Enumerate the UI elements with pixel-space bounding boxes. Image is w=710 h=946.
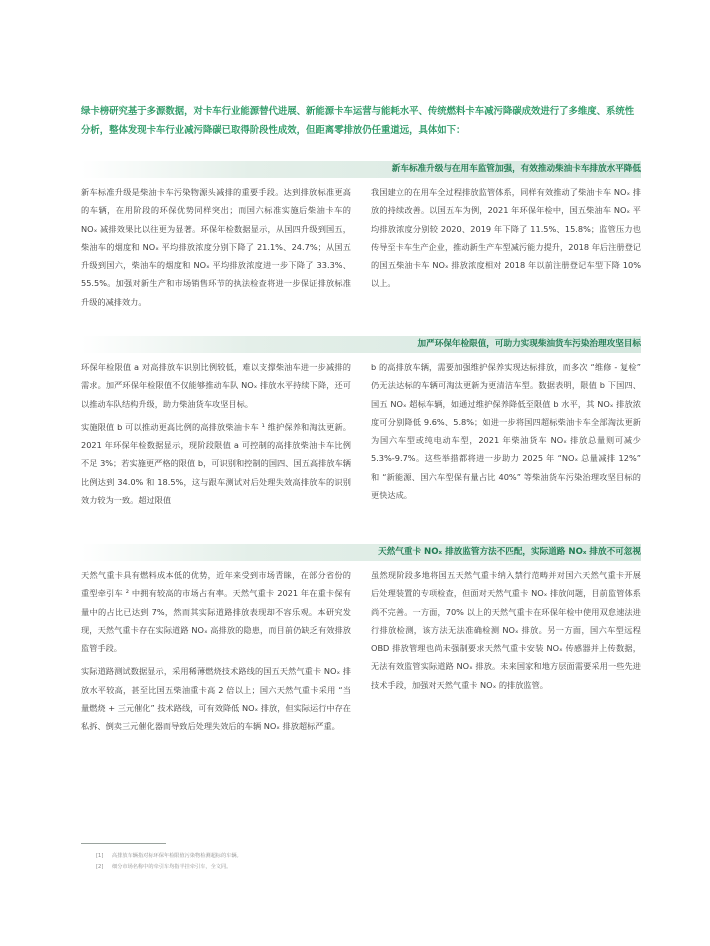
section-1-left-paragraph: 新车标准升级是柴油卡车污染物源头减排的重要手段。达到排放标准更高的车辆，在用阶段的环保优势同样突出；而国六标准实施后柴油卡车的 NOₓ 减排效果比以往更为显著。环保年检数据显示，从国四升级到国五，柴油车的烟度和 NOₓ 平均排放浓度分别下降了 21.1%、24.7%；从国五升级到国六，柴油车的烟度和 NOₓ 平均排放浓度进一步下降了 33.3%、55.5%。加强对新生产和市场销售环节的执法检查将进一步保证排放标准升级的减排效力。	[81, 187, 351, 307]
footnote-1-text: 高排放车辆指对标环保年检限值污染物检测超标的车辆。	[112, 853, 242, 859]
section-1-left-column	[81, 183, 351, 316]
footnote-1-number: [1]	[96, 853, 104, 859]
footnote-1	[96, 851, 242, 862]
section-2-banner	[81, 336, 641, 353]
section-2-left-paragraph-2: 实施限值 b 可以推动更高比例的高排放柴油卡车 ¹ 维护保养和淘汰更新。2021 年环保年检数据显示，现阶段限值 a 可控制的高排放柴油卡车比例不足 3%；若实施更严格的限值 b，可识别和控制的国四、国五高排放车辆比例达到 34.0% 和 18.5%，这与跟车测试对后处理失效高排放车的识别效力较为一致。超过限值	[81, 421, 351, 506]
section-2-left-paragraph-1: 环保年检限值 a 对高排放车识别比例较低，难以支撑柴油车进一步减排的需求。加严环保年检限值不仅能够推动车队 NOₓ 排放水平持续下降，还可以推动车队结构升级，助力柴油货车攻坚目标。	[81, 362, 351, 409]
section-2-left-column	[81, 358, 351, 514]
section-3-right-paragraph: 虽然现阶段多地将国五天然气重卡纳入禁行范畴并对国六天然气重卡开展后处理装置的专项检查，但面对天然气重卡 NOₓ 排放问题，目前监管体系尚不完善。一方面，70% 以上的天然气重卡在环保年检中使用双怠速法进行排放检测，该方法无法准确检测 NOₓ 排放。另一方面，国六车型远程 OBD 排放管理也尚未强制要求天然气重卡安装 NOₓ 传感器并上传数据，无法有效监管实际道路 NOₓ 排放。未来国家和地方层面需要采用一些先进技术手段，加强对天然气重卡 NOₓ 的排放监管。	[371, 570, 641, 690]
section-2-heading: 加严环保年检限值，可助力实现柴油货车污染治理攻坚目标	[417, 339, 641, 349]
section-1-right-column	[371, 183, 641, 298]
footnotes	[96, 851, 242, 873]
section-2-right-paragraph: b 的高排放车辆，需要加强维护保养实现达标排放，而多次 “维修 - 复检” 仍无法达标的车辆可淘汰更新为更清洁车型。数据表明，限值 b 下国四、国五 NOₓ 超标车辆，如通过维护保养降低至限值 b 水平，其 NOₓ 排放浓度可分别降低 9.6%、5.8%；如进一步将国四超标柴油卡车全部淘汰更新为国六车型或纯电动车型，2021 年柴油货车 NOₓ 排放总量则可减少 5.3%-9.7%。这些举措都将进一步助力 2025 年 “NOₓ 总量减排 12%” 和 “新能源、国六车型保有量占比 40%” 等柴油货车污染治理攻坚目标的更快达成。	[371, 362, 641, 501]
footnote-divider	[81, 843, 166, 844]
section-1-right-paragraph: 我国建立的在用车全过程排放监管体系，同样有效推动了柴油卡车 NOₓ 排放的持续改善。以国五车为例，2021 年环保年检中，国五柴油车 NOₓ 平均排放浓度分别较 2020、2019 年下降了 11.5%、15.8%；监管压力也传导至卡车生产企业，推动新生产车型减污能力提升，2018 年后注册登记的国五柴油卡车 NOₓ 排放浓度相对 2018 年以前注册登记车型下降 10% 以上。	[371, 187, 641, 289]
section-3-heading: 天然气重卡 NOₓ 排放监管方法不匹配，实际道路 NOₓ 排放不可忽视	[378, 547, 641, 557]
footnote-2-number: [2]	[96, 864, 104, 870]
footnote-2	[96, 862, 242, 873]
section-3-left-paragraph-2: 实际道路测试数据显示，采用稀薄燃烧技术路线的国五天然气重卡 NOₓ 排放水平较高，甚至比国五柴油重卡高 2 倍以上；国六天然气重卡采用 “当量燃烧 + 三元催化” 技术路线，可有效降低 NOₓ 排放，但实际运行中存在私拆、倒卖三元催化器而导致后处理失效后的车辆 NOₓ 排放超标严重。	[81, 666, 351, 732]
footnote-2-text: 细分市场名称中的牵引车均指半挂牵引车，全文同。	[112, 864, 232, 870]
section-3-right-column	[371, 566, 641, 699]
section-3-left-column	[81, 566, 351, 741]
intro-paragraph: 绿卡榜研究基于多源数据，对卡车行业能源替代进展、新能源卡车运营与能耗水平、传统燃料卡车减污降碳成效进行了多维度、系统性分析，整体发现卡车行业减污降碳已取得阶段性成效，但距离零排放仍任重道远，具体如下：	[81, 106, 635, 136]
section-1-banner	[81, 161, 641, 178]
section-1-heading: 新车标准升级与在用车监管加强，有效推动柴油卡车排放水平降低	[391, 164, 641, 174]
section-3-left-paragraph-1: 天然气重卡具有燃料成本低的优势，近年来受到市场青睐，在部分省份的重型牵引车 ² 中拥有较高的市场占有率。天然气重卡 2021 年在重卡保有量中的占比已达到 7%，然而其实际道路排放表现却不容乐观。本研究发现，天然气重卡存在实际道路 NOₓ 高排放的隐患，而目前仍缺乏有效排放监管手段。	[81, 570, 351, 654]
section-3-banner	[81, 544, 641, 561]
section-2-right-column	[371, 358, 641, 509]
